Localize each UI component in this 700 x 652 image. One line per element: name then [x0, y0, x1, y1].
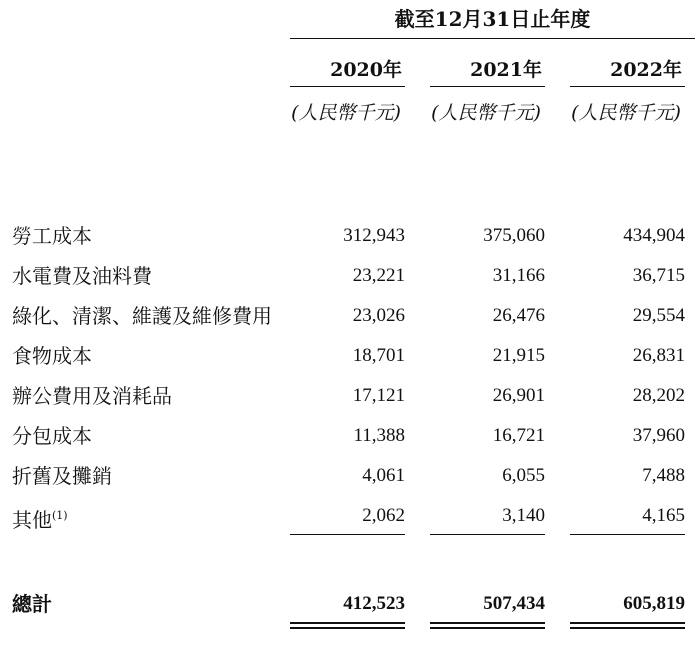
row-label: 食物成本 [12, 344, 92, 368]
row-value-2021: 31,166 [492, 265, 545, 286]
row-value-2020: 4,061 [362, 465, 405, 486]
total-2021: 507,434 [483, 593, 545, 614]
unit-2022: (人民幣千元) [571, 102, 681, 124]
row-value-2022: 36,715 [632, 265, 685, 286]
row-value-2020: 17,121 [352, 385, 405, 406]
row-label: 綠化、清潔、維護及維修費用 [12, 304, 272, 328]
row-value-2020: 312,943 [343, 225, 405, 246]
row-value-2022: 4,165 [642, 505, 685, 526]
subtotal-rule-2020 [290, 534, 405, 535]
year-2021: 2021年 [470, 59, 542, 81]
row-label: 折舊及攤銷 [12, 464, 112, 488]
row-value-2021: 26,901 [492, 385, 545, 406]
row-value-2022: 434,904 [623, 225, 685, 246]
unit-2020: (人民幣千元) [291, 102, 401, 124]
total-double-rule-2021 [430, 622, 545, 629]
total-2020: 412,523 [343, 593, 405, 614]
subtotal-rule-2022 [570, 534, 685, 535]
total-label: 總計 [12, 592, 52, 616]
row-value-2021: 375,060 [483, 225, 545, 246]
row-value-2022: 7,488 [642, 465, 685, 486]
total-double-rule-2022 [570, 622, 685, 629]
row-value-2020: 23,026 [352, 305, 405, 326]
period-title: 截至12月31日止年度 [394, 7, 591, 31]
total-double-rule-2020 [290, 622, 405, 629]
year-2020: 2020年 [330, 59, 402, 81]
year-2022: 2022年 [610, 59, 682, 81]
row-value-2021: 16,721 [492, 425, 545, 446]
row-value-2022: 28,202 [632, 385, 685, 406]
row-value-2020: 23,221 [352, 265, 405, 286]
row-label-others [12, 503, 68, 533]
unit-2021: (人民幣千元) [431, 102, 541, 124]
row-value-2020: 11,388 [353, 425, 405, 446]
others-label-text: 其他 [12, 508, 52, 532]
year-rule-2021 [430, 86, 545, 87]
row-label: 辦公費用及消耗品 [12, 384, 172, 408]
row-value-2022: 26,831 [632, 345, 685, 366]
subtotal-rule-2021 [430, 534, 545, 535]
total-2022: 605,819 [623, 593, 685, 614]
footnote-marker: (1) [52, 509, 68, 522]
row-value-2021: 26,476 [492, 305, 545, 326]
row-label: 勞工成本 [12, 224, 92, 248]
row-value-2020: 18,701 [352, 345, 405, 366]
row-label: 分包成本 [12, 424, 92, 448]
row-value-2020: 2,062 [362, 505, 405, 526]
row-value-2021: 21,915 [492, 345, 545, 366]
row-value-2022: 37,960 [632, 425, 685, 446]
row-value-2021: 6,055 [502, 465, 545, 486]
row-value-2021: 3,140 [502, 505, 545, 526]
row-label: 水電費及油料費 [12, 264, 152, 288]
header-rule [290, 38, 695, 39]
row-value-2022: 29,554 [632, 305, 685, 326]
year-rule-2022 [570, 86, 685, 87]
year-rule-2020 [290, 86, 405, 87]
